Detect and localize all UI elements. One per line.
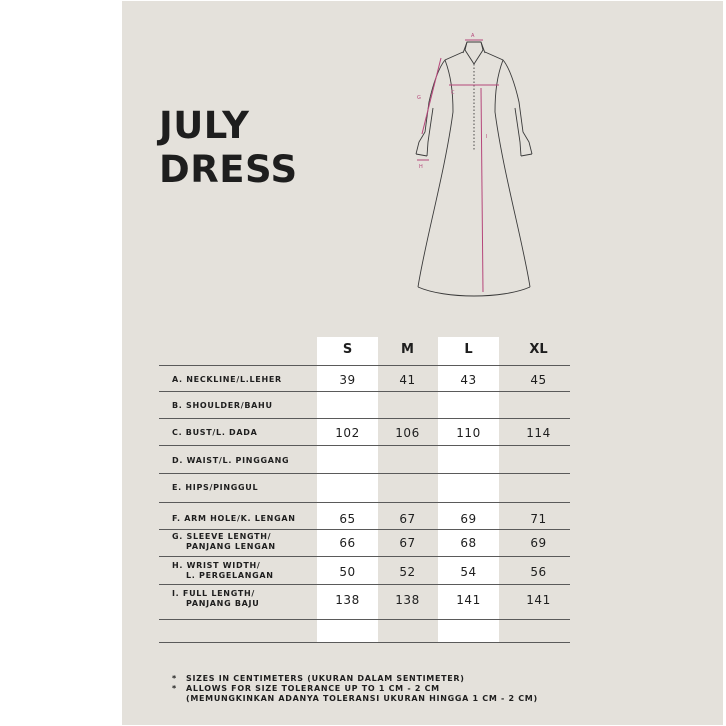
dress-measurement-diagram bbox=[395, 22, 550, 307]
diagram-label-a: A bbox=[471, 33, 475, 39]
table-cell: 114 bbox=[526, 426, 551, 440]
row-divider bbox=[159, 473, 570, 474]
size-header-s: S bbox=[342, 342, 353, 357]
table-cell: 67 bbox=[399, 512, 416, 526]
diagram-label-h: H bbox=[419, 164, 423, 170]
table-cell: 138 bbox=[335, 593, 360, 607]
table-cell: 45 bbox=[530, 373, 547, 387]
row-label: G. SLEEVE LENGTH/ PANJANG LENGAN bbox=[172, 532, 276, 551]
row-label: H. WRIST WIDTH/ L. PERGELANGAN bbox=[172, 561, 274, 580]
row-label: I. FULL LENGTH/ PANJANG BAJU bbox=[172, 589, 260, 608]
row-label: D. WAIST/L. PINGGANG bbox=[172, 456, 290, 465]
title-line-2: DRESS bbox=[159, 148, 298, 191]
size-header-xl: XL bbox=[529, 342, 548, 357]
note-item: * SIZES IN CENTIMETERS (UKURAN DALAM SENTIMETER) bbox=[172, 674, 465, 683]
row-divider bbox=[159, 365, 570, 366]
row-divider bbox=[159, 619, 570, 620]
table-cell: 52 bbox=[399, 565, 416, 579]
row-divider bbox=[159, 529, 570, 530]
product-title bbox=[159, 104, 298, 192]
row-divider bbox=[159, 445, 570, 446]
row-divider bbox=[159, 418, 570, 419]
table-cell: 138 bbox=[395, 593, 420, 607]
table-cell: 50 bbox=[339, 565, 356, 579]
table-cell: 56 bbox=[530, 565, 547, 579]
note-item: * ALLOWS FOR SIZE TOLERANCE UP TO 1 CM - 2 CM bbox=[172, 684, 440, 693]
table-cell: 68 bbox=[460, 536, 477, 550]
note-item: (MEMUNGKINKAN ADANYA TOLERANSI UKURAN HINGGA 1 CM - 2 CM) bbox=[186, 694, 538, 703]
row-label: A. NECKLINE/L.LEHER bbox=[172, 375, 282, 384]
diagram-label-g: G bbox=[417, 95, 421, 101]
diagram-label-i: I bbox=[486, 134, 488, 140]
row-label: C. BUST/L. DADA bbox=[172, 428, 258, 437]
table-cell: 69 bbox=[530, 536, 547, 550]
table-cell: 69 bbox=[460, 512, 477, 526]
row-label: B. SHOULDER/BAHU bbox=[172, 401, 273, 410]
table-cell: 71 bbox=[530, 512, 547, 526]
title-line-1: JULY bbox=[159, 104, 250, 147]
table-cell: 141 bbox=[526, 593, 551, 607]
row-divider bbox=[159, 502, 570, 503]
table-cell: 106 bbox=[395, 426, 420, 440]
row-divider bbox=[159, 556, 570, 557]
table-cell: 41 bbox=[399, 373, 416, 387]
table-cell: 102 bbox=[335, 426, 360, 440]
table-cell: 141 bbox=[456, 593, 481, 607]
row-label: F. ARM HOLE/K. LENGAN bbox=[172, 514, 296, 523]
row-divider bbox=[159, 642, 570, 643]
row-divider bbox=[159, 391, 570, 392]
table-cell: 66 bbox=[339, 536, 356, 550]
notes bbox=[172, 674, 538, 704]
table-cell: 65 bbox=[339, 512, 356, 526]
size-header-l: L bbox=[464, 342, 473, 357]
row-divider bbox=[159, 584, 570, 585]
diagram-label-c: C bbox=[451, 90, 455, 96]
table-cell: 43 bbox=[460, 373, 477, 387]
table-cell: 110 bbox=[456, 426, 481, 440]
table-cell: 54 bbox=[460, 565, 477, 579]
table-cell: 67 bbox=[399, 536, 416, 550]
table-cell: 39 bbox=[339, 373, 356, 387]
row-label: E. HIPS/PINGGUL bbox=[172, 483, 259, 492]
size-header-m: M bbox=[401, 342, 414, 357]
